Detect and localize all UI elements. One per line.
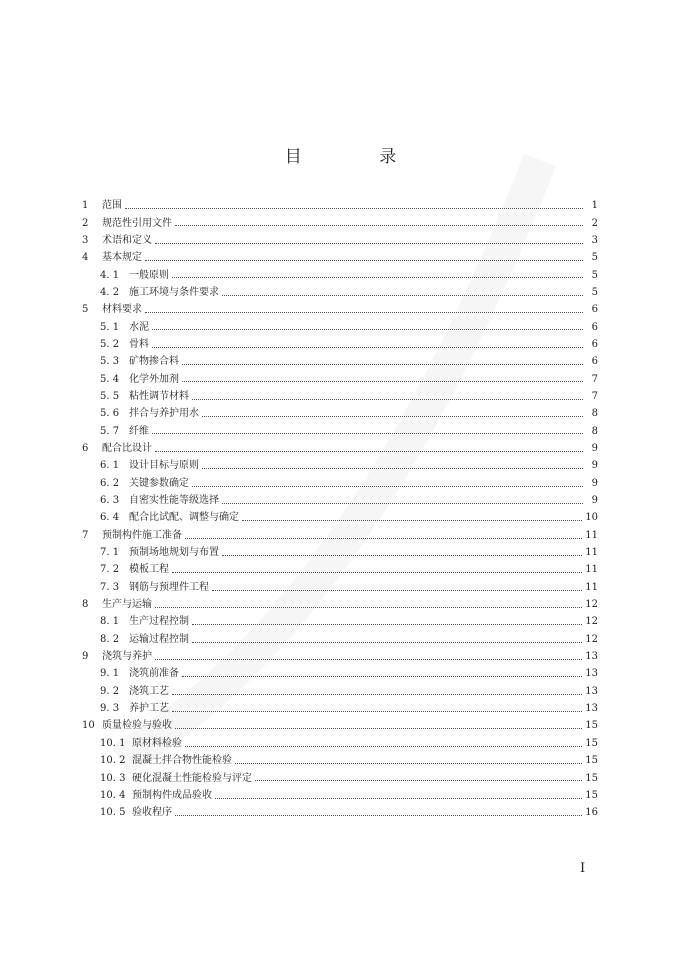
toc-entry-page: 15 <box>585 755 598 767</box>
toc-entry-page: 7 <box>591 390 598 402</box>
toc-dot-leader <box>202 407 583 417</box>
toc-entry-number: 8. 1 <box>100 616 120 628</box>
toc-entry-label: 混凝土拌合物性能检验 <box>132 755 232 767</box>
toc-entry-label: 配合比试配、调整与确定 <box>129 512 239 524</box>
toc-entry-label: 浇筑工艺 <box>129 685 169 697</box>
toc-entry-number: 4. 1 <box>100 269 120 281</box>
toc-entry-label: 基本规定 <box>102 252 142 264</box>
toc-dot-leader <box>125 199 583 209</box>
toc-section-entry[interactable] <box>82 769 598 786</box>
toc-entry-label: 设计目标与原则 <box>129 460 199 472</box>
toc-section-entry[interactable] <box>82 579 598 596</box>
toc-entry-number: 6. 1 <box>100 460 120 472</box>
toc-dot-leader <box>175 216 583 226</box>
toc-dot-leader <box>222 286 583 296</box>
toc-dot-leader <box>152 424 583 434</box>
toc-entry-page: 9 <box>591 442 598 454</box>
toc-entry-page: 15 <box>585 737 598 749</box>
toc-dot-leader <box>172 685 582 695</box>
toc-entry-number: 6. 4 <box>100 512 120 524</box>
toc-entry-label: 术语和定义 <box>102 234 152 246</box>
toc-dot-leader <box>185 737 582 747</box>
toc-section-entry[interactable] <box>82 318 598 335</box>
toc-entry-page: 15 <box>585 720 598 732</box>
toc-entry-number: 5. 2 <box>100 338 120 350</box>
toc-entry-number: 4 <box>82 252 89 264</box>
toc-entry-label: 浇筑与养护 <box>102 651 152 663</box>
toc-dot-leader <box>222 546 582 556</box>
toc-entry-number: 5. 7 <box>100 425 120 437</box>
toc-dot-leader <box>152 338 583 348</box>
toc-section-entry[interactable] <box>82 457 598 474</box>
toc-dot-leader <box>155 442 583 452</box>
toc-entry-label: 粘性调节材料 <box>129 390 189 402</box>
toc-entry-label: 关键参数确定 <box>129 477 189 489</box>
toc-entry-page: 6 <box>591 356 598 368</box>
toc-dot-leader <box>172 268 583 278</box>
toc-chapter-entry[interactable] <box>82 648 598 665</box>
toc-section-entry[interactable] <box>82 405 598 422</box>
toc-entry-number: 8. 2 <box>100 633 120 645</box>
toc-entry-number: 2 <box>82 217 89 229</box>
toc-chapter-entry[interactable] <box>82 214 598 231</box>
toc-section-entry[interactable] <box>82 700 598 717</box>
toc-entry-number: 6 <box>82 442 89 454</box>
toc-dot-leader <box>192 390 583 400</box>
toc-entry-label: 配合比设计 <box>102 442 152 454</box>
toc-dot-leader <box>185 529 582 539</box>
toc-chapter-entry[interactable] <box>82 232 598 249</box>
toc-entry-label: 材料要求 <box>102 304 142 316</box>
toc-section-entry[interactable] <box>82 804 598 821</box>
toc-section-entry[interactable] <box>82 284 598 301</box>
toc-entry-page: 8 <box>591 408 598 420</box>
toc-dot-leader <box>155 598 582 608</box>
toc-section-entry[interactable] <box>82 561 598 578</box>
toc-entry-number: 5. 5 <box>100 390 120 402</box>
toc-entry-page: 5 <box>591 252 598 264</box>
toc-entry-label: 范围 <box>102 200 122 212</box>
table-of-contents <box>82 197 598 821</box>
toc-entry-number: 9. 1 <box>100 668 120 680</box>
toc-section-entry[interactable] <box>82 509 598 526</box>
toc-entry-number: 5. 6 <box>100 408 120 420</box>
toc-dot-leader <box>215 789 582 799</box>
toc-entry-page: 7 <box>591 373 598 385</box>
toc-entry-page: 11 <box>585 547 598 559</box>
toc-section-entry[interactable] <box>82 336 598 353</box>
toc-entry-page: 15 <box>585 789 598 801</box>
toc-dot-leader <box>172 563 582 573</box>
toc-entry-page: 15 <box>585 772 598 784</box>
toc-entry-label: 矿物掺合料 <box>129 356 179 368</box>
toc-entry-label: 规范性引用文件 <box>102 217 172 229</box>
toc-entry-label: 养护工艺 <box>129 703 169 715</box>
toc-entry-label: 原材料检验 <box>132 737 182 749</box>
toc-entry-label: 硬化混凝土性能检验与评定 <box>132 772 252 784</box>
toc-dot-leader <box>155 650 582 660</box>
toc-entry-label: 骨料 <box>129 338 149 350</box>
toc-section-entry[interactable] <box>82 388 598 405</box>
toc-entry-page: 13 <box>585 668 598 680</box>
toc-dot-leader <box>242 511 582 521</box>
toc-section-entry[interactable] <box>82 613 598 630</box>
toc-chapter-entry[interactable] <box>82 301 598 318</box>
toc-dot-leader <box>192 477 583 487</box>
toc-entry-page: 6 <box>591 304 598 316</box>
toc-entry-number: 10. 5 <box>100 807 126 819</box>
toc-entry-page: 13 <box>585 651 598 663</box>
toc-entry-page: 12 <box>585 599 598 611</box>
toc-dot-leader <box>235 754 582 764</box>
toc-entry-number: 7 <box>82 529 89 541</box>
toc-dot-leader <box>202 459 583 469</box>
toc-entry-label: 预制构件施工准备 <box>102 529 182 541</box>
toc-dot-leader <box>182 372 583 382</box>
toc-entry-number: 10. 3 <box>100 772 126 784</box>
toc-entry-number: 7. 2 <box>100 564 120 576</box>
toc-entry-page: 13 <box>585 685 598 697</box>
toc-entry-number: 10. 4 <box>100 789 126 801</box>
toc-entry-label: 一般原则 <box>129 269 169 281</box>
toc-entry-number: 5. 1 <box>100 321 120 333</box>
toc-dot-leader <box>175 806 582 816</box>
toc-entry-label: 化学外加剂 <box>129 373 179 385</box>
toc-entry-page: 11 <box>585 581 598 593</box>
toc-dot-leader <box>222 494 583 504</box>
toc-entry-number: 10. 1 <box>100 737 126 749</box>
toc-entry-page: 9 <box>591 495 598 507</box>
toc-entry-label: 预制构件成品验收 <box>132 789 212 801</box>
toc-dot-leader <box>175 719 582 729</box>
toc-dot-leader <box>155 234 583 244</box>
toc-section-entry[interactable] <box>82 266 598 283</box>
toc-chapter-entry[interactable] <box>82 527 598 544</box>
toc-entry-page: 16 <box>585 807 598 819</box>
toc-chapter-entry[interactable] <box>82 440 598 457</box>
toc-entry-label: 质量检验与验收 <box>102 720 172 732</box>
toc-entry-number: 7. 3 <box>100 581 120 593</box>
toc-entry-page: 12 <box>585 616 598 628</box>
toc-entry-page: 11 <box>585 564 598 576</box>
toc-entry-number: 5. 4 <box>100 373 120 385</box>
toc-entry-label: 浇筑前准备 <box>129 668 179 680</box>
toc-section-entry[interactable] <box>82 544 598 561</box>
toc-section-entry[interactable] <box>82 422 598 439</box>
toc-dot-leader <box>172 702 582 712</box>
toc-entry-number: 9 <box>82 651 89 663</box>
toc-entry-number: 9. 2 <box>100 685 120 697</box>
page-title: 目 录 <box>284 147 433 167</box>
toc-entry-number: 1 <box>82 200 89 212</box>
toc-dot-leader <box>192 615 582 625</box>
toc-entry-page: 9 <box>591 460 598 472</box>
toc-entry-number: 5. 3 <box>100 356 120 368</box>
toc-section-entry[interactable] <box>82 752 598 769</box>
toc-section-entry[interactable] <box>82 370 598 387</box>
toc-entry-number: 6. 3 <box>100 495 120 507</box>
toc-entry-page: 8 <box>591 425 598 437</box>
toc-entry-label: 钢筋与预埋件工程 <box>129 581 209 593</box>
toc-dot-leader <box>255 771 582 781</box>
toc-entry-label: 验收程序 <box>132 807 172 819</box>
toc-entry-label: 纤维 <box>129 425 149 437</box>
toc-entry-page: 9 <box>591 477 598 489</box>
toc-section-entry[interactable] <box>82 683 598 700</box>
toc-entry-page: 3 <box>591 234 598 246</box>
toc-entry-page: 12 <box>585 633 598 645</box>
toc-dot-leader <box>145 251 583 261</box>
toc-section-entry[interactable] <box>82 492 598 509</box>
toc-entry-number: 6. 2 <box>100 477 120 489</box>
toc-section-entry[interactable] <box>82 475 598 492</box>
toc-entry-number: 8 <box>82 599 89 611</box>
toc-entry-page: 6 <box>591 321 598 333</box>
toc-chapter-entry[interactable] <box>82 596 598 613</box>
toc-dot-leader <box>182 667 582 677</box>
toc-chapter-entry[interactable] <box>82 249 598 266</box>
toc-dot-leader <box>152 320 583 330</box>
page-number: I <box>580 861 586 876</box>
toc-entry-number: 9. 3 <box>100 703 120 715</box>
toc-dot-leader <box>145 303 583 313</box>
toc-section-entry[interactable] <box>82 353 598 370</box>
toc-entry-number: 10 <box>82 720 95 732</box>
toc-entry-label: 自密实性能等级选择 <box>129 495 219 507</box>
toc-entry-number: 3 <box>82 234 89 246</box>
toc-entry-number: 10. 2 <box>100 755 126 767</box>
toc-entry-page: 2 <box>591 217 598 229</box>
toc-entry-label: 水泥 <box>129 321 149 333</box>
toc-dot-leader <box>192 633 582 643</box>
toc-entry-number: 7. 1 <box>100 547 120 559</box>
toc-entry-page: 5 <box>591 286 598 298</box>
toc-entry-label: 生产过程控制 <box>129 616 189 628</box>
toc-entry-page: 5 <box>591 269 598 281</box>
toc-entry-page: 10 <box>585 512 598 524</box>
toc-dot-leader <box>212 581 582 591</box>
toc-section-entry[interactable] <box>82 735 598 752</box>
toc-entry-label: 模板工程 <box>129 564 169 576</box>
toc-entry-label: 生产与运输 <box>102 599 152 611</box>
toc-section-entry[interactable] <box>82 631 598 648</box>
toc-chapter-entry[interactable] <box>82 717 598 734</box>
toc-entry-number: 4. 2 <box>100 286 120 298</box>
toc-entry-page: 1 <box>591 200 598 212</box>
toc-entry-page: 11 <box>585 529 598 541</box>
toc-entry-label: 拌合与养护用水 <box>129 408 199 420</box>
toc-section-entry[interactable] <box>82 787 598 804</box>
toc-entry-page: 6 <box>591 338 598 350</box>
toc-entry-page: 13 <box>585 703 598 715</box>
toc-dot-leader <box>182 355 583 365</box>
toc-section-entry[interactable] <box>82 665 598 682</box>
toc-entry-label: 预制场地规划与布置 <box>129 547 219 559</box>
toc-chapter-entry[interactable] <box>82 197 598 214</box>
toc-entry-label: 运输过程控制 <box>129 633 189 645</box>
toc-entry-number: 5 <box>82 304 89 316</box>
toc-entry-label: 施工环境与条件要求 <box>129 286 219 298</box>
